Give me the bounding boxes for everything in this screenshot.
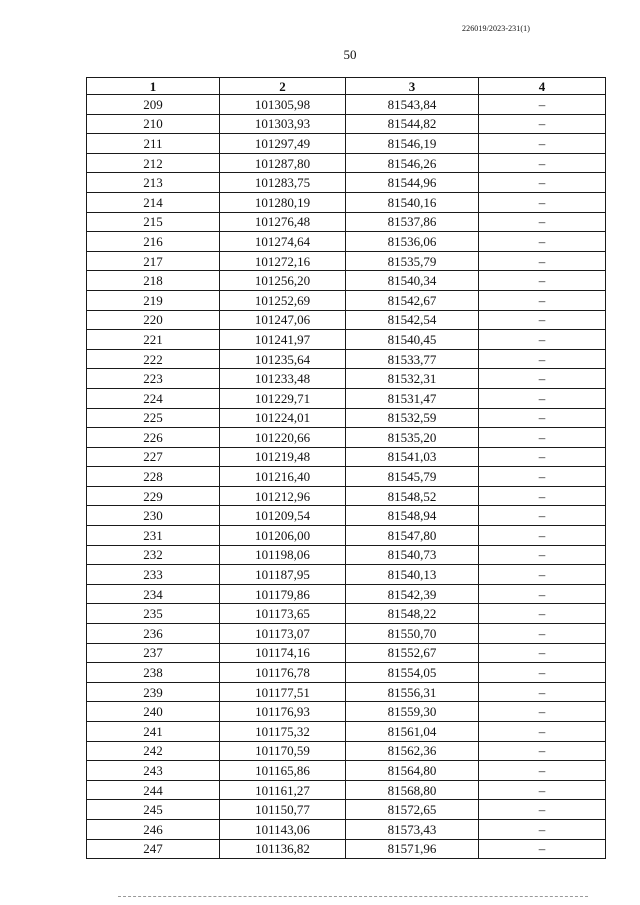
x-coordinate-cell: 101165,86 <box>220 761 346 781</box>
point-number-cell: 212 <box>87 153 220 173</box>
point-number-cell: 210 <box>87 114 220 134</box>
point-number-cell: 222 <box>87 349 220 369</box>
table-row <box>87 722 606 742</box>
y-coordinate-cell: 81562,36 <box>346 741 479 761</box>
note-cell: – <box>479 722 606 742</box>
y-coordinate-cell: 81540,34 <box>346 271 479 291</box>
note-cell: – <box>479 643 606 663</box>
point-number-cell: 211 <box>87 134 220 154</box>
point-number-cell: 216 <box>87 232 220 252</box>
y-coordinate-cell: 81552,67 <box>346 643 479 663</box>
x-coordinate-cell: 101176,78 <box>220 663 346 683</box>
point-number-cell: 232 <box>87 545 220 565</box>
table-row <box>87 271 606 291</box>
point-number-cell: 247 <box>87 839 220 859</box>
x-coordinate-cell: 101287,80 <box>220 153 346 173</box>
point-number-cell: 242 <box>87 741 220 761</box>
point-number-cell: 246 <box>87 819 220 839</box>
point-number-cell: 223 <box>87 369 220 389</box>
table-row <box>87 565 606 585</box>
point-number-cell: 218 <box>87 271 220 291</box>
note-cell: – <box>479 839 606 859</box>
note-cell: – <box>479 819 606 839</box>
point-number-cell: 213 <box>87 173 220 193</box>
y-coordinate-cell: 81542,39 <box>346 584 479 604</box>
y-coordinate-cell: 81540,13 <box>346 565 479 585</box>
y-coordinate-cell: 81541,03 <box>346 447 479 467</box>
table-row <box>87 192 606 212</box>
table-row <box>87 839 606 859</box>
table-row <box>87 290 606 310</box>
x-coordinate-cell: 101143,06 <box>220 819 346 839</box>
x-coordinate-cell: 101198,06 <box>220 545 346 565</box>
x-coordinate-cell: 101174,16 <box>220 643 346 663</box>
point-number-cell: 224 <box>87 388 220 408</box>
table-row <box>87 526 606 546</box>
table-row <box>87 349 606 369</box>
note-cell: – <box>479 780 606 800</box>
note-cell: – <box>479 330 606 350</box>
table-header-row <box>87 78 606 95</box>
x-coordinate-cell: 101175,32 <box>220 722 346 742</box>
y-coordinate-cell: 81548,22 <box>346 604 479 624</box>
column-header-4: 4 <box>479 78 606 95</box>
note-cell: – <box>479 271 606 291</box>
note-cell: – <box>479 251 606 271</box>
table-row <box>87 819 606 839</box>
note-cell: – <box>479 467 606 487</box>
table-row <box>87 251 606 271</box>
y-coordinate-cell: 81572,65 <box>346 800 479 820</box>
point-number-cell: 227 <box>87 447 220 467</box>
y-coordinate-cell: 81554,05 <box>346 663 479 683</box>
x-coordinate-cell: 101187,95 <box>220 565 346 585</box>
point-number-cell: 241 <box>87 722 220 742</box>
column-header-2: 2 <box>220 78 346 95</box>
x-coordinate-cell: 101220,66 <box>220 428 346 448</box>
note-cell: – <box>479 624 606 644</box>
y-coordinate-cell: 81543,84 <box>346 95 479 115</box>
x-coordinate-cell: 101276,48 <box>220 212 346 232</box>
note-cell: – <box>479 486 606 506</box>
x-coordinate-cell: 101209,54 <box>220 506 346 526</box>
y-coordinate-cell: 81561,04 <box>346 722 479 742</box>
x-coordinate-cell: 101212,96 <box>220 486 346 506</box>
x-coordinate-cell: 101170,59 <box>220 741 346 761</box>
y-coordinate-cell: 81542,67 <box>346 290 479 310</box>
y-coordinate-cell: 81542,54 <box>346 310 479 330</box>
x-coordinate-cell: 101161,27 <box>220 780 346 800</box>
x-coordinate-cell: 101241,97 <box>220 330 346 350</box>
note-cell: – <box>479 800 606 820</box>
point-number-cell: 243 <box>87 761 220 781</box>
y-coordinate-cell: 81531,47 <box>346 388 479 408</box>
table-row <box>87 428 606 448</box>
note-cell: – <box>479 310 606 330</box>
x-coordinate-cell: 101177,51 <box>220 682 346 702</box>
table-row <box>87 447 606 467</box>
point-number-cell: 236 <box>87 624 220 644</box>
point-number-cell: 244 <box>87 780 220 800</box>
x-coordinate-cell: 101303,93 <box>220 114 346 134</box>
point-number-cell: 215 <box>87 212 220 232</box>
table-row <box>87 486 606 506</box>
y-coordinate-cell: 81571,96 <box>346 839 479 859</box>
y-coordinate-cell: 81540,73 <box>346 545 479 565</box>
table-row <box>87 173 606 193</box>
x-coordinate-cell: 101280,19 <box>220 192 346 212</box>
note-cell: – <box>479 134 606 154</box>
table-row <box>87 702 606 722</box>
x-coordinate-cell: 101247,06 <box>220 310 346 330</box>
point-number-cell: 229 <box>87 486 220 506</box>
x-coordinate-cell: 101179,86 <box>220 584 346 604</box>
y-coordinate-cell: 81533,77 <box>346 349 479 369</box>
table-row <box>87 408 606 428</box>
y-coordinate-cell: 81550,70 <box>346 624 479 644</box>
y-coordinate-cell: 81546,26 <box>346 153 479 173</box>
point-number-cell: 245 <box>87 800 220 820</box>
point-number-cell: 219 <box>87 290 220 310</box>
x-coordinate-cell: 101206,00 <box>220 526 346 546</box>
x-coordinate-cell: 101150,77 <box>220 800 346 820</box>
point-number-cell: 209 <box>87 95 220 115</box>
table-row <box>87 310 606 330</box>
point-number-cell: 230 <box>87 506 220 526</box>
x-coordinate-cell: 101256,20 <box>220 271 346 291</box>
table-row <box>87 114 606 134</box>
table-row <box>87 153 606 173</box>
table-row <box>87 780 606 800</box>
y-coordinate-cell: 81559,30 <box>346 702 479 722</box>
y-coordinate-cell: 81548,94 <box>346 506 479 526</box>
y-coordinate-cell: 81544,82 <box>346 114 479 134</box>
table-row <box>87 643 606 663</box>
table-body <box>87 95 606 859</box>
table-row <box>87 761 606 781</box>
note-cell: – <box>479 232 606 252</box>
table-row <box>87 624 606 644</box>
y-coordinate-cell: 81568,80 <box>346 780 479 800</box>
y-coordinate-cell: 81546,19 <box>346 134 479 154</box>
point-number-cell: 234 <box>87 584 220 604</box>
note-cell: – <box>479 388 606 408</box>
table-row <box>87 369 606 389</box>
point-number-cell: 231 <box>87 526 220 546</box>
table-row <box>87 741 606 761</box>
table-row <box>87 800 606 820</box>
note-cell: – <box>479 114 606 134</box>
note-cell: – <box>479 604 606 624</box>
x-coordinate-cell: 101219,48 <box>220 447 346 467</box>
point-number-cell: 228 <box>87 467 220 487</box>
x-coordinate-cell: 101229,71 <box>220 388 346 408</box>
table-row <box>87 604 606 624</box>
y-coordinate-cell: 81544,96 <box>346 173 479 193</box>
note-cell: – <box>479 290 606 310</box>
x-coordinate-cell: 101252,69 <box>220 290 346 310</box>
table-row <box>87 330 606 350</box>
coordinates-table <box>86 77 606 859</box>
point-number-cell: 233 <box>87 565 220 585</box>
note-cell: – <box>479 153 606 173</box>
note-cell: – <box>479 173 606 193</box>
x-coordinate-cell: 101176,93 <box>220 702 346 722</box>
x-coordinate-cell: 101173,07 <box>220 624 346 644</box>
y-coordinate-cell: 81573,43 <box>346 819 479 839</box>
x-coordinate-cell: 101233,48 <box>220 369 346 389</box>
note-cell: – <box>479 506 606 526</box>
table-row <box>87 95 606 115</box>
table-row <box>87 506 606 526</box>
table-row <box>87 584 606 604</box>
y-coordinate-cell: 81536,06 <box>346 232 479 252</box>
table-row <box>87 545 606 565</box>
note-cell: – <box>479 565 606 585</box>
point-number-cell: 225 <box>87 408 220 428</box>
y-coordinate-cell: 81535,79 <box>346 251 479 271</box>
note-cell: – <box>479 526 606 546</box>
point-number-cell: 238 <box>87 663 220 683</box>
y-coordinate-cell: 81556,31 <box>346 682 479 702</box>
x-coordinate-cell: 101224,01 <box>220 408 346 428</box>
y-coordinate-cell: 81564,80 <box>346 761 479 781</box>
point-number-cell: 217 <box>87 251 220 271</box>
note-cell: – <box>479 545 606 565</box>
table-row <box>87 682 606 702</box>
x-coordinate-cell: 101216,40 <box>220 467 346 487</box>
table-row <box>87 212 606 232</box>
table-row <box>87 467 606 487</box>
point-number-cell: 239 <box>87 682 220 702</box>
note-cell: – <box>479 741 606 761</box>
point-number-cell: 226 <box>87 428 220 448</box>
note-cell: – <box>479 192 606 212</box>
point-number-cell: 220 <box>87 310 220 330</box>
note-cell: – <box>479 761 606 781</box>
note-cell: – <box>479 702 606 722</box>
y-coordinate-cell: 81547,80 <box>346 526 479 546</box>
table-row <box>87 388 606 408</box>
y-coordinate-cell: 81532,59 <box>346 408 479 428</box>
y-coordinate-cell: 81545,79 <box>346 467 479 487</box>
note-cell: – <box>479 212 606 232</box>
footer-divider <box>118 896 588 897</box>
x-coordinate-cell: 101274,64 <box>220 232 346 252</box>
note-cell: – <box>479 428 606 448</box>
note-cell: – <box>479 408 606 428</box>
x-coordinate-cell: 101136,82 <box>220 839 346 859</box>
x-coordinate-cell: 101305,98 <box>220 95 346 115</box>
y-coordinate-cell: 81548,52 <box>346 486 479 506</box>
note-cell: – <box>479 369 606 389</box>
note-cell: – <box>479 349 606 369</box>
table-row <box>87 134 606 154</box>
point-number-cell: 214 <box>87 192 220 212</box>
point-number-cell: 237 <box>87 643 220 663</box>
x-coordinate-cell: 101235,64 <box>220 349 346 369</box>
point-number-cell: 235 <box>87 604 220 624</box>
point-number-cell: 221 <box>87 330 220 350</box>
y-coordinate-cell: 81540,45 <box>346 330 479 350</box>
x-coordinate-cell: 101173,65 <box>220 604 346 624</box>
y-coordinate-cell: 81532,31 <box>346 369 479 389</box>
note-cell: – <box>479 663 606 683</box>
point-number-cell: 240 <box>87 702 220 722</box>
document-id: 226019/2023-231(1) <box>462 24 531 33</box>
x-coordinate-cell: 101272,16 <box>220 251 346 271</box>
y-coordinate-cell: 81540,16 <box>346 192 479 212</box>
x-coordinate-cell: 101297,49 <box>220 134 346 154</box>
y-coordinate-cell: 81537,86 <box>346 212 479 232</box>
column-header-1: 1 <box>87 78 220 95</box>
y-coordinate-cell: 81535,20 <box>346 428 479 448</box>
note-cell: – <box>479 447 606 467</box>
page-number: 50 <box>343 47 357 62</box>
note-cell: – <box>479 95 606 115</box>
column-header-3: 3 <box>346 78 479 95</box>
note-cell: – <box>479 682 606 702</box>
table-row <box>87 232 606 252</box>
x-coordinate-cell: 101283,75 <box>220 173 346 193</box>
note-cell: – <box>479 584 606 604</box>
table-row <box>87 663 606 683</box>
